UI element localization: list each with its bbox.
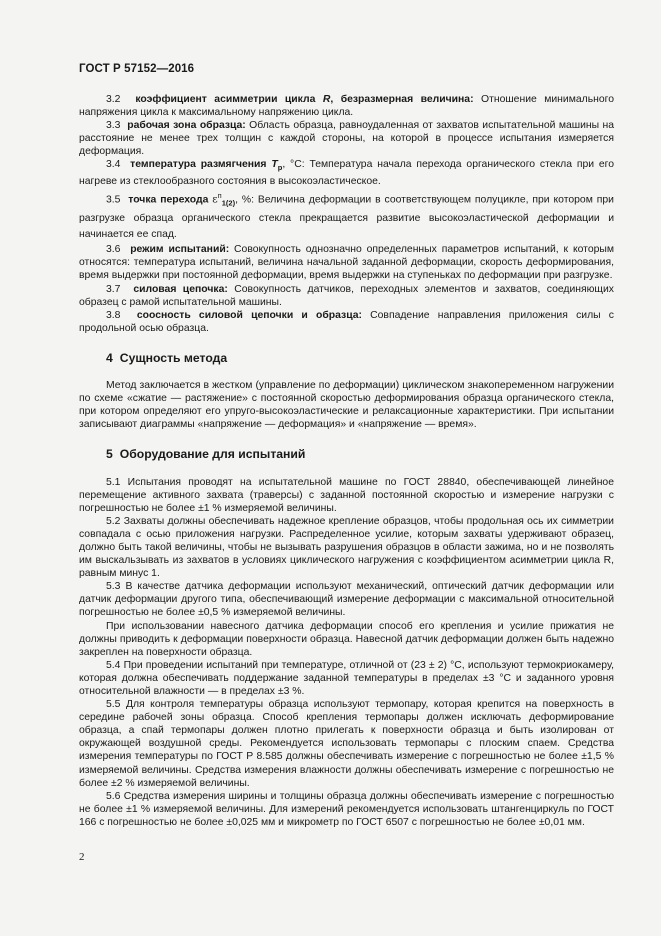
paragraph-5-2: 5.2 Захваты должны обеспечивать надежное крепление образцов, чтобы продольная ось их симметрии совпадала с осью приложения нагрузки. Распределенное усилие, которым захваты удерживают образец, должно быть такой величины, чтобы не вызывать разрушения образцов в области зажима, но и не позволять им выскальзывать из захватов в условиях циклического нагружения с коэффициентом асимметрии цикла R, равным минус 1. — [79, 515, 614, 580]
page-number: 2 — [79, 851, 85, 863]
definition-3-5: 3.5 точка перехода $\varepsilon^п_{1(2)}$, %: Величина деформации в соответствующем полуцикле, при котором при разгрузке образца органического стекла прекращается развитие высокоэластической деформации и начинается ее спад. — [79, 190, 614, 241]
paragraph-5-6: 5.6 Средства измерения ширины и толщины образца должны обеспечивать измерение с погрешностью не более ±1 % измеряемой величины. Для измерений рекомендуется использовать штангенциркуль по ГОСТ 166 с погрешностью не более ±0,025 мм и микрометр по ГОСТ 6507 с погрешностью не более ±0,01 мм. — [79, 790, 614, 828]
definition-3-4: 3.4 температура размягчения $T_р$, °С: Температура начала перехода органического стекла при его нагреве из стеклообразного состояния в высокоэластическое. — [79, 159, 615, 187]
paragraph-5-3-note: При использовании навесного датчика деформации способ его крепления и усилие прижатия не должны приводить к деформации поверхности образца. Навесной датчик деформации должен быть надежно закреплен на поверхности образца. — [79, 620, 614, 658]
page-content — [79, 93, 614, 829]
section-4-text: Метод заключается в жестком (управление по деформации) циклическом знакопеременном нагружении по схеме «сжатие — растяжение» с постоянной скоростью деформирования образца органического стекла, при котором определяют его упруго-высокоэластические и релаксационные характеристики. При испытании записывают диаграммы «напряжение — деформация» и «напряжение — время». — [79, 380, 614, 431]
paragraph-5-5: 5.5 Для контроля температуры образца используют термопару, которая крепится на поверхность в середине рабочей зоны образца. Способ крепления термопары должен исключать деформирование образца, а спай термопары должен плотно прилегать к поверхности образца и быть изолирован от окружающей воздушной среды. Рекомендуется использовать термопары с плоским спаем. Средства измерения температуры по ГОСТ Р 8.585 должны обеспечивать измерение с погрешностью не более ±1,5 % измеряемой величины. Средства измерения влажности должны обеспечивать измерение с погрешностью не более ±2 % измеряемой величины. — [79, 699, 614, 789]
section-5-heading: 5 Оборудование для испытаний — [106, 447, 306, 462]
definition-3-2: 3.2 коэффициент асимметрии цикла R, безразмерная величина: Отношение минимального напряжения цикла к максимальному напряжению цикла. — [79, 94, 614, 119]
paragraph-5-1: 5.1 Испытания проводят на испытательной машине по ГОСТ 28840, обеспечивающей линейное перемещение активного захвата (траверсы) с заданной постоянной скоростью и измерение нагрузки с погрешностью не более ±1 % измеряемой величины. — [79, 476, 614, 514]
definition-3-8: 3.8 соосность силовой цепочки и образца: Совпадение направления приложения силы с продольной осью образца. — [79, 309, 614, 334]
standard-header: ГОСТ Р 57152—2016 — [79, 63, 195, 75]
definition-3-6: 3.6 режим испытаний: Совокупность однозначно определенных параметров испытаний, к которым относятся: температура испытаний, величина начальной заданной деформации, скорость деформирования, время выдержки при постоянной деформации, время выдержки на ступеньках по деформации при разгрузке. — [79, 244, 614, 282]
paragraph-5-4: 5.4 При проведении испытаний при температуре, отличной от (23 ± 2) °С, используют термокриокамеру, которая должна обеспечивать поддержание заданной температуры в пределах ±3 °С и заданного уровня относительной влажности — в пределах ±3 %. — [79, 659, 614, 697]
definition-3-7: 3.7 силовая цепочка: Совокупность датчиков, переходных элементов и захватов, соединяющих образец с рамой испытательной машины. — [79, 283, 614, 308]
definition-3-3: 3.3 рабочая зона образца: Область образца, равноудаленная от захватов испытательной машины на расстояние не менее трех толщин с каждой стороны, на которой в процессе испытания измеряется деформация. — [79, 120, 614, 158]
paragraph-5-3: 5.3 В качестве датчика деформации используют механический, оптический датчик деформации или датчик деформации другого типа, обеспечивающий измерение деформации с максимальной относительной погрешностью не более ±0,5 % измеряемой величины. — [79, 581, 614, 619]
section-4-heading: 4 Сущность метода — [106, 350, 228, 365]
